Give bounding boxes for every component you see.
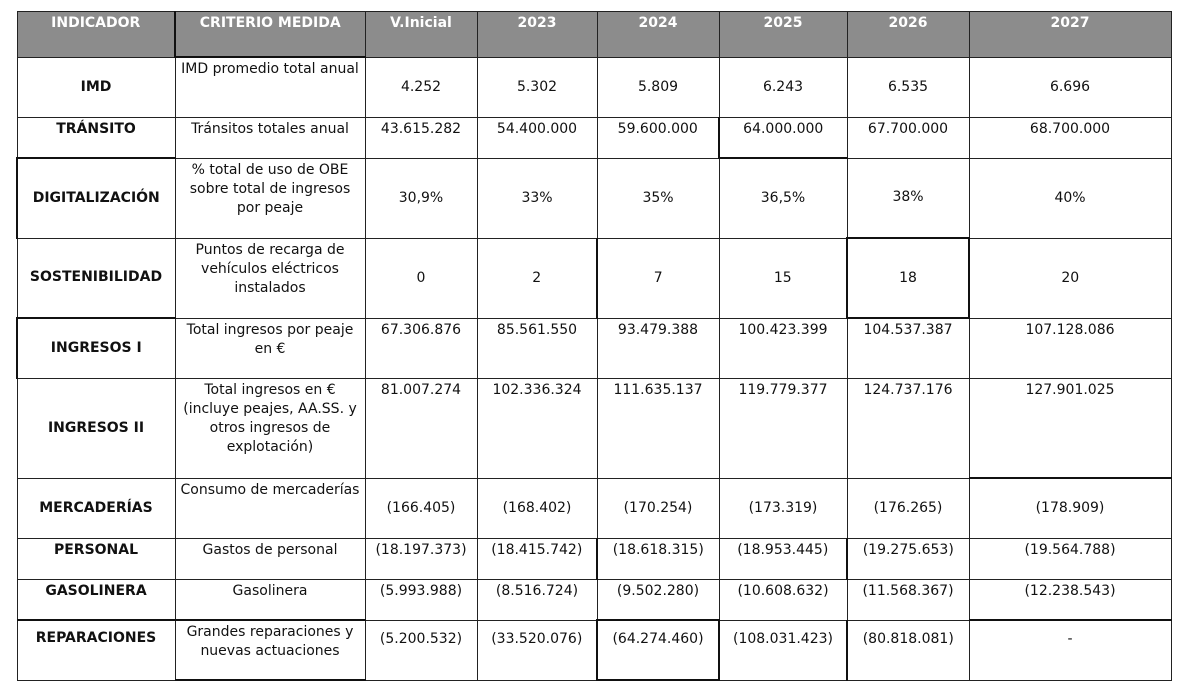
header-2025: 2025	[719, 12, 847, 58]
value-cell: 81.007.274	[365, 378, 477, 478]
table-row	[17, 318, 1171, 378]
value-cell: (19.564.788)	[969, 538, 1171, 579]
value-cell: 102.336.324	[477, 378, 597, 478]
table-row	[17, 378, 1171, 478]
row-indicador: REPARACIONES	[17, 620, 175, 680]
table-row	[17, 158, 1171, 238]
value-cell: 15	[719, 238, 847, 318]
row-indicador: INGRESOS I	[17, 318, 175, 378]
value-cell: 36,5%	[719, 158, 847, 238]
table-row	[17, 238, 1171, 318]
value-cell: (18.618.315)	[597, 538, 719, 579]
header-2027: 2027	[969, 12, 1171, 58]
value-cell: 5.809	[597, 57, 719, 117]
value-cell: 85.561.550	[477, 318, 597, 378]
row-criterio: Consumo de mercaderías	[175, 478, 365, 538]
value-cell: (176.265)	[847, 478, 969, 538]
value-cell: 104.537.387	[847, 318, 969, 378]
table-row	[17, 620, 1171, 680]
value-cell: 2	[477, 238, 597, 318]
row-criterio: IMD promedio total anual	[175, 57, 365, 117]
value-cell: (18.953.445)	[719, 538, 847, 579]
row-indicador: DIGITALIZACIÓN	[17, 158, 175, 238]
table-row	[17, 478, 1171, 538]
value-cell: (9.502.280)	[597, 579, 719, 620]
row-criterio: Puntos de recarga de vehículos eléctricos instalados	[175, 238, 365, 318]
value-cell: 6.535	[847, 57, 969, 117]
value-cell: 59.600.000	[597, 117, 719, 158]
header-indicador: INDICADOR	[17, 12, 175, 58]
value-cell: 43.615.282	[365, 117, 477, 158]
value-cell: (5.200.532)	[365, 620, 477, 680]
value-cell: 67.700.000	[847, 117, 969, 158]
header-v-inicial: V.Inicial	[365, 12, 477, 58]
value-cell: (19.275.653)	[847, 538, 969, 579]
value-cell: 4.252	[365, 57, 477, 117]
value-cell: 67.306.876	[365, 318, 477, 378]
value-cell: 38%	[847, 158, 969, 238]
header-row	[17, 12, 1171, 58]
value-cell: 6.243	[719, 57, 847, 117]
row-criterio: Total ingresos en € (incluye peajes, AA.SS. y otros ingresos de explotación)	[175, 378, 365, 478]
value-cell: -	[969, 620, 1171, 680]
value-cell: (108.031.423)	[719, 620, 847, 680]
table-row	[17, 538, 1171, 579]
value-cell: 5.302	[477, 57, 597, 117]
value-cell: 111.635.137	[597, 378, 719, 478]
indicators-table-container	[16, 11, 1172, 681]
row-indicador: PERSONAL	[17, 538, 175, 579]
value-cell: 30,9%	[365, 158, 477, 238]
row-indicador: TRÁNSITO	[17, 117, 175, 158]
value-cell: 64.000.000	[719, 117, 847, 158]
value-cell: (166.405)	[365, 478, 477, 538]
value-cell: 119.779.377	[719, 378, 847, 478]
value-cell: 124.737.176	[847, 378, 969, 478]
value-cell: (170.254)	[597, 478, 719, 538]
value-cell: 0	[365, 238, 477, 318]
table-row	[17, 117, 1171, 158]
header-2023: 2023	[477, 12, 597, 58]
value-cell: (173.319)	[719, 478, 847, 538]
row-criterio: Grandes reparaciones y nuevas actuaciones	[175, 620, 365, 680]
table-row	[17, 57, 1171, 117]
table-row	[17, 579, 1171, 620]
value-cell: 6.696	[969, 57, 1171, 117]
value-cell: 68.700.000	[969, 117, 1171, 158]
row-criterio: Gastos de personal	[175, 538, 365, 579]
row-criterio: Gasolinera	[175, 579, 365, 620]
value-cell: 40%	[969, 158, 1171, 238]
value-cell: 7	[597, 238, 719, 318]
row-indicador: MERCADERÍAS	[17, 478, 175, 538]
row-indicador: IMD	[17, 57, 175, 117]
value-cell: 18	[847, 238, 969, 318]
value-cell: (178.909)	[969, 478, 1171, 538]
value-cell: (18.197.373)	[365, 538, 477, 579]
value-cell: (64.274.460)	[597, 620, 719, 680]
value-cell: (33.520.076)	[477, 620, 597, 680]
row-indicador: INGRESOS II	[17, 378, 175, 478]
value-cell: (11.568.367)	[847, 579, 969, 620]
indicators-table	[16, 11, 1172, 681]
value-cell: (12.238.543)	[969, 579, 1171, 620]
value-cell: (5.993.988)	[365, 579, 477, 620]
row-criterio: Total ingresos por peaje en €	[175, 318, 365, 378]
value-cell: (8.516.724)	[477, 579, 597, 620]
value-cell: 127.901.025	[969, 378, 1171, 478]
value-cell: 54.400.000	[477, 117, 597, 158]
row-criterio: Tránsitos totales anual	[175, 117, 365, 158]
value-cell: 20	[969, 238, 1171, 318]
header-2024: 2024	[597, 12, 719, 58]
row-criterio: % total de uso de OBE sobre total de ingresos por peaje	[175, 158, 365, 238]
value-cell: 107.128.086	[969, 318, 1171, 378]
value-cell: 93.479.388	[597, 318, 719, 378]
value-cell: (168.402)	[477, 478, 597, 538]
value-cell: (10.608.632)	[719, 579, 847, 620]
header-2026: 2026	[847, 12, 969, 58]
value-cell: 35%	[597, 158, 719, 238]
header-criterio: CRITERIO MEDIDA	[175, 12, 365, 58]
value-cell: (80.818.081)	[847, 620, 969, 680]
value-cell: (18.415.742)	[477, 538, 597, 579]
row-indicador: GASOLINERA	[17, 579, 175, 620]
row-indicador: SOSTENIBILIDAD	[17, 238, 175, 318]
value-cell: 100.423.399	[719, 318, 847, 378]
value-cell: 33%	[477, 158, 597, 238]
